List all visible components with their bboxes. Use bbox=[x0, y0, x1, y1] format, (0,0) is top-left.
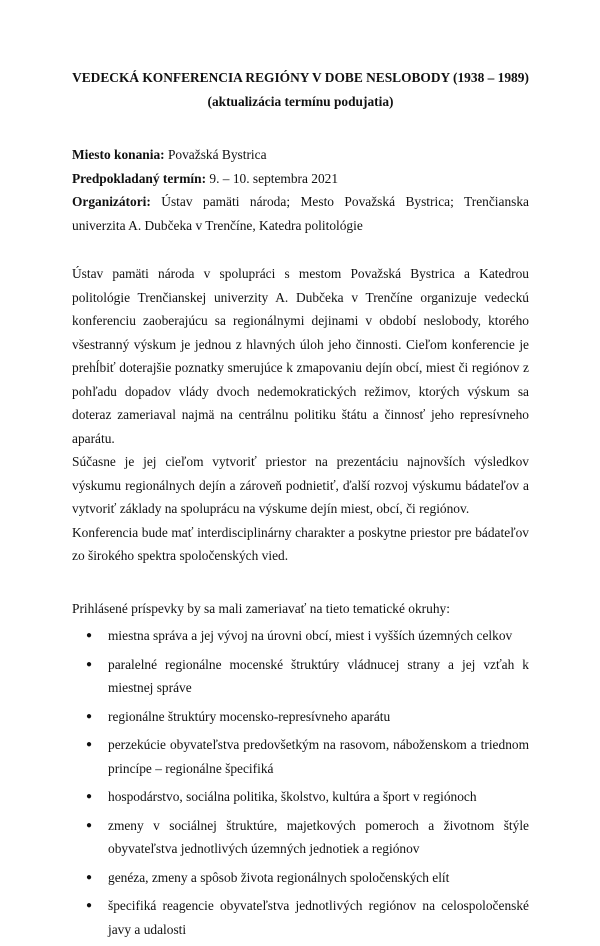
organizers-label: Organizátori: bbox=[72, 194, 151, 209]
bullet-icon: ● bbox=[86, 739, 93, 750]
paragraph: Konferencia bude mať interdisciplinárny charakter a poskytne priestor pre bádateľov zo širokého spektra spoločenských vied. bbox=[72, 524, 529, 563]
topic-text: paralelné regionálne mocenské štruktúry vládnucej strany a jej vzťah k miestnej správe bbox=[108, 656, 529, 695]
topic-text: miestna správa a jej vývoj na úrovni obcí, miest i vyšších územných celkov bbox=[108, 628, 513, 643]
list-item bbox=[72, 894, 529, 941]
bullet-icon: ● bbox=[86, 630, 93, 641]
venue-row bbox=[72, 143, 529, 167]
topic-text: perzekúcie obyvateľstva predovšetkým na rasovom, náboženskom a triednom princípe – regionálne špecifiká bbox=[108, 737, 529, 776]
date-label: Predpokladaný termín: bbox=[72, 170, 207, 186]
bullet-icon: ● bbox=[86, 791, 93, 802]
paragraph: Ústav pamäti národa v spolupráci s mestom Považská Bystrica a Katedrou politológie Trenčianskej univerzity A. Dubčeka v Trenčíne organizuje vedeckú konferenciu zaoberajúcu sa regionálnymi dejinami v období neslobody, ktorého všestranný výskum je jednou z hlavných úloh jeho činnosti. Cieľom konferencie je prehĺbiť doterajšie poznatky smerujúce k zmapovaniu dejín obcí, miest či regiónov z pohľadu dopadov vlády dvoch nedemokratických režimov, ktorých výskum sa doteraz zameriaval najmä na centrálnu politiku štátu a činnosť jeho represívneho aparátu. bbox=[72, 266, 529, 446]
topic-text: regionálne štruktúry mocensko-represívneho aparátu bbox=[108, 708, 391, 724]
venue-label: Miesto konania: bbox=[72, 147, 165, 162]
topic-text: zmeny v sociálnej štruktúre, majetkových pomeroch a životnom štýle obyvateľstva jednotlivých územných jednotiek a regiónov bbox=[108, 817, 529, 856]
paragraph: Súčasne je jej cieľom vytvoriť priestor na prezentáciu najnovších výsledkov výskumu regionálnych dejín a zároveň podnietiť, ďalší rozvoj výskumu bádateľov a vytvoriť základy na spoluprácu na výskume dejín miest, obcí, či regiónov. bbox=[72, 454, 529, 516]
topics-list bbox=[72, 624, 529, 941]
bullet-icon: ● bbox=[86, 710, 93, 722]
bullet-icon: ● bbox=[86, 871, 93, 883]
list-item bbox=[72, 624, 529, 648]
list-item bbox=[72, 814, 529, 861]
document-subtitle: (aktualizácia termínu podujatia) bbox=[207, 93, 394, 109]
topic-text: špecifiká reagencie obyvateľstva jednotlivých regiónov na celospoločenské javy a udalosti bbox=[108, 898, 529, 937]
topics-intro: Prihlásené príspevky by sa mali zameriavať na tieto tematické okruhy: bbox=[72, 600, 450, 616]
organizers-value: Ústav pamäti národa; Mesto Považská Bystrica; Trenčianska univerzita A. Dubčeka v Trenčíne, Katedra politológie bbox=[72, 194, 529, 233]
date-row bbox=[72, 167, 529, 191]
document-page bbox=[72, 66, 529, 946]
list-item bbox=[72, 653, 529, 700]
list-item bbox=[72, 733, 529, 780]
topic-text: hospodárstvo, sociálna politika, školstvo, kultúra a šport v regiónoch bbox=[108, 789, 477, 804]
date-value: 9. – 10. septembra 2021 bbox=[206, 170, 339, 186]
event-details bbox=[72, 143, 529, 237]
topic-text: genéza, zmeny a spôsob života regionálnych spoločenských elít bbox=[108, 869, 450, 885]
venue-value: Považská Bystrica bbox=[164, 147, 267, 162]
list-item bbox=[72, 785, 529, 809]
body-text bbox=[72, 262, 529, 568]
list-item bbox=[72, 866, 529, 890]
organizers-row bbox=[72, 190, 529, 237]
bullet-icon: ● bbox=[86, 900, 93, 911]
bullet-icon: ● bbox=[86, 658, 93, 670]
list-item bbox=[72, 705, 529, 729]
bullet-icon: ● bbox=[86, 819, 93, 831]
document-title: VEDECKÁ KONFERENCIA REGIÓNY V DOBE NESLOBODY (1938 – 1989) bbox=[72, 70, 529, 85]
